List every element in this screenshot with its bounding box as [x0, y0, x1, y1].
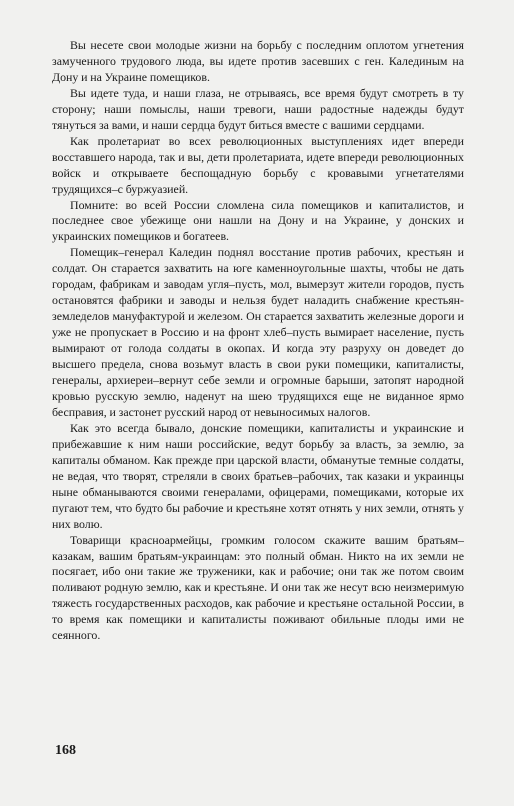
paragraph-3: Как пролетариат во всех революционных выступлениях идет впереди восставшего народа, так и вы, дети пролетариата, идете впереди революционных войск и открываете беспощадную борьбу с кровавыми угнетателями трудящихся–с буржуазией. — [52, 133, 464, 196]
paragraph-2: Вы идете туда, и наши глаза, не отрываясь, все время будут смотреть в ту сторону; наши помыслы, наши тревоги, наши радостные надежды будут тянуться за вами, и наши сердца будут биться вместе с вашими сердцами. — [52, 85, 464, 132]
paragraph-7: Товарищи красноармейцы, громким голосом скажите вашим братьям–казакам, вашим братьям-украинцам: это полный обман. Никто на их земли не посягает, ибо они такие же труженики, как и рабочие; они так же потом своим поливают родную землю, как и крестьяне. И они так же несут всю неизмеримую тяжесть государственных расходов, как рабочие и крестьяне остальной России, в то время как помещики и капиталисты поживают обильные плоды ими не сеянного. — [52, 532, 464, 643]
document-body — [52, 38, 464, 644]
paragraph-5: Помещик–генерал Каледин поднял восстание против рабочих, крестьян и солдат. Он старается захватить на юге каменноугольные шахты, чтобы не дать городам, фабрикам и заводам угля–пусть, мол, вымерзут жители городов, пусть остановятся фабрики и заводы и нельзя будет наладить снабжение крестьян-земледелов мануфактурой и железом. Он старается захватить железные дороги и уже не пропускает в Россию и на фронт хлеб–пусть вымирает население, пусть вымирают от голода солдаты в окопах. И когда эту разруху он доведет до высшего предела, снова возьмут власть в свои руки помещики, капиталисты, генералы, архиереи–вернут себе земли и огромные барыши, затопят народной кровью русскую землю, наденут на шею трудящихся еще не виданное ярмо бесправия, и застонет русский народ от невыносимых налогов. — [52, 245, 464, 419]
paragraph-1: Вы несете свои молодые жизни на борьбу с последним оплотом угнетения замученного трудового люда, вы идете против засевших с ген. Калединым на Дону и на Украине помещиков. — [52, 38, 464, 84]
paragraph-4: Помните: во всей России сломлена сила помещиков и капиталистов, и последнее свое убежище они нашли на Дону и на Украине, у донских и украинских помещиков и богатеев. — [52, 197, 464, 244]
paragraph-6: Как это всегда бывало, донские помещики, капиталисты и украинские и прибежавшие к ним наши российские, ведут борьбу за власть, за землю, за капиталы обманом. Как прежде при царской власти, обманутые темные солдаты, не ведая, что творят, стреляли в своих братьев–рабочих, так казаки и украинцы ныне обманываются своими генералами, офицерами, помещиками, которые их пугают тем, что будто бы рабочие и крестьяне хотят отнять у них земли, отнять у них волю. — [52, 420, 464, 531]
page-number: 168 — [55, 743, 76, 758]
